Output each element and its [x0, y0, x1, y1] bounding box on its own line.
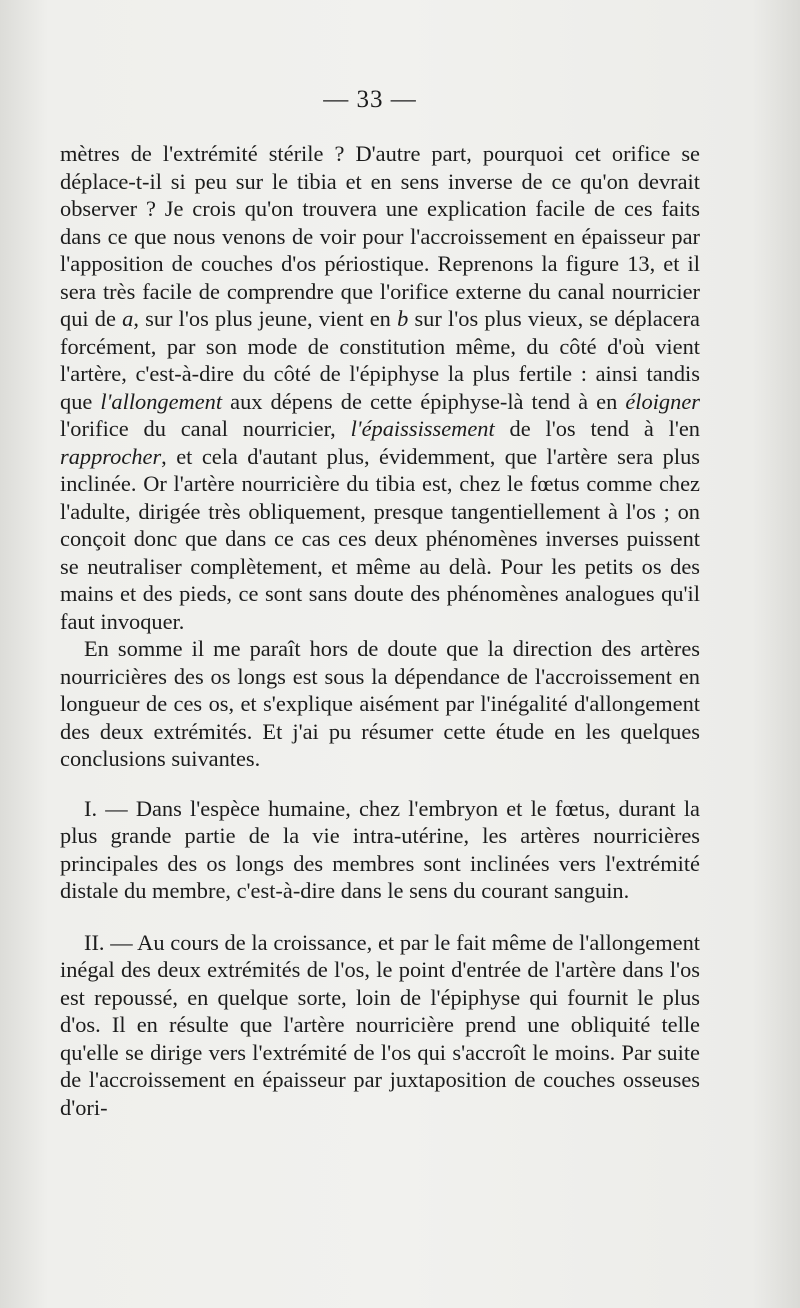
text-run: de l'os tend à l'en [494, 416, 700, 441]
text-run: , sur l'os plus jeune, vient en [133, 306, 398, 331]
conclusion-1: I. — Dans l'espèce humaine, chez l'embryon et le fœtus, durant la plus grande partie de la vie intra-utérine, les artères nourricières principales des os longs des membres sont inclinées vers l'extrémité distale du membre, c'est-à-dire dans le sens du courant sanguin. [60, 795, 700, 903]
text-run: mètres de l'extrémité stérile ? D'autre part, pourquoi cet orifice se déplace-t-il si peu sur le tibia et en sens inverse de ce qu'on devrait observer ? Je crois qu'on trouvera une explication facile de ces faits dans ce que nous venons de voir pour l'accroissement en épaisseur par l'apposition de couches d'os périostique. Reprenons la figure 13, et il sera très facile de comprendre que l'orifice externe du canal nourricier qui de [60, 141, 700, 331]
text-run: aux dépens de cette épiphyse-là tend à en [222, 388, 626, 414]
emphasis-allongement: l'allongement [100, 388, 223, 414]
text-run: sur l'os plus vieux, se déplacera forcément, par son mode de constitution même, du côté d'où vient l'artère, c'est-à-dire du côté de l'épiphyse la plus fertile : ainsi tandis que [60, 306, 700, 414]
emphasis-eloigner: éloigner [625, 388, 700, 414]
paragraph-summary: En somme il me paraît hors de doute que la direction des artères nourricières des os longs est sous la dépendance de l'accroissement en longueur de ces os, et s'explique aisément par l'inégalité d'allongement des deux extrémités. Et j'ai pu résumer cette étude en les quelques conclusions suivantes. [60, 636, 700, 771]
emphasis-epaississement: l'épaississement [350, 416, 495, 441]
emphasis-rapprocher: rapprocher [60, 443, 162, 469]
body-text [60, 140, 700, 1121]
variable-a: a [122, 306, 134, 331]
page-number: — 33 — [323, 86, 417, 113]
text-run: l'orifice du canal nourricier, [60, 416, 351, 441]
variable-b: b [397, 306, 409, 331]
text-run: , et cela d'autant plus, évidemment, que l'artère sera plus inclinée. Or l'artère nourricière du tibia est, chez le fœtus comme chez l'adulte, dirigée très obliquement, presque tangentiellement à l'os ; on conçoit donc que dans ce cas ces deux phénomènes inverses puissent se neutraliser complètement, et même au delà. Pour les petits os des mains et des pieds, ce sont sans doute des phénomènes analogues qu'il faut invoquer. [60, 443, 700, 634]
paragraph-continuation [60, 140, 700, 635]
conclusion-2: II. — Au cours de la croissance, et par le fait même de l'allongement inégal des deux extrémités de l'os, le point d'entrée de l'artère dans l'os est repoussé, en quelque sorte, loin de l'épiphyse qui fournit le plus d'os. Il en résulte que l'artère nourricière prend une obliquité telle qu'elle se dirige vers l'extrémité de l'os qui s'accroît le moins. Par suite de l'accroissement en épaisseur par juxtaposition de couches osseuses d'ori- [60, 929, 700, 1120]
